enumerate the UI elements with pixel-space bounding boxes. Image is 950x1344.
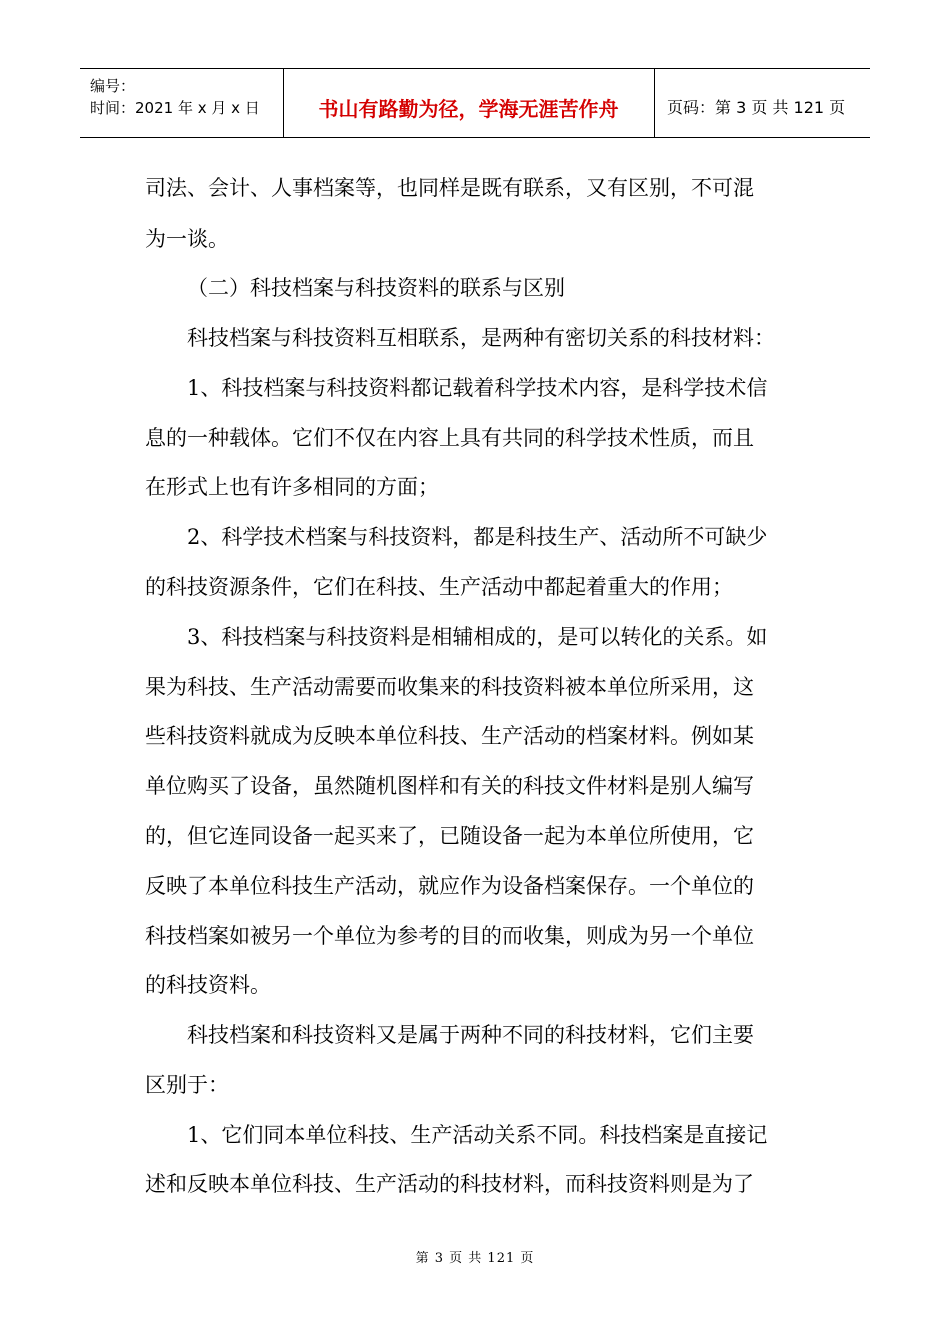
body-line: 科技档案和科技资料又是属于两种不同的科技材料，它们主要 bbox=[187, 1023, 754, 1047]
header-page-cell bbox=[655, 69, 870, 137]
body-line: 2、科学技术档案与科技资料，都是科技生产、活动所不可缺少 bbox=[187, 525, 768, 549]
body-line: 在形式上也有许多相同的方面； bbox=[145, 475, 439, 499]
document-number-label: 编号： bbox=[90, 77, 136, 95]
body-line: 科技档案如被另一个单位为参考的目的而收集，则成为另一个单位 bbox=[145, 924, 754, 948]
body-line: 的科技资源条件，它们在科技、生产活动中都起着重大的作用； bbox=[145, 575, 733, 599]
page-footer: 第 3 页 共 121 页 bbox=[415, 1251, 535, 1266]
body-line: 区别于： bbox=[145, 1073, 229, 1097]
body-line: 1、科技档案与科技资料都记载着科学技术内容，是科学技术信 bbox=[187, 376, 768, 400]
body-line: 些科技资料就成为反映本单位科技、生产活动的档案材料。例如某 bbox=[145, 724, 754, 748]
body-line: 为一谈。 bbox=[145, 227, 229, 251]
header-page-info: 页码：第 3 页 共 121 页 bbox=[667, 98, 846, 117]
body-line: 的科技资料。 bbox=[145, 973, 271, 997]
body-line: 果为科技、生产活动需要而收集来的科技资料被本单位所采用，这 bbox=[145, 675, 754, 699]
body-line: 单位购买了设备，虽然随机图样和有关的科技文件材料是别人编写 bbox=[145, 774, 754, 798]
body-line: 述和反映本单位科技、生产活动的科技材料，而科技资料则是为了 bbox=[145, 1172, 754, 1196]
body-line: 科技档案与科技资料互相联系，是两种有密切关系的科技材料： bbox=[187, 326, 775, 350]
header-motto: 书山有路勤为径，学海无涯苦作舟 bbox=[318, 97, 619, 121]
body-line: 反映了本单位科技生产活动，就应作为设备档案保存。一个单位的 bbox=[145, 874, 754, 898]
section-heading: （二）科技档案与科技资料的联系与区别 bbox=[187, 276, 565, 300]
page-header bbox=[80, 68, 870, 138]
body-line: 1、它们同本单位科技、生产活动关系不同。科技档案是直接记 bbox=[187, 1123, 768, 1147]
body-line: 3、科技档案与科技资料是相辅相成的，是可以转化的关系。如 bbox=[187, 625, 768, 649]
body-line: 息的一种载体。它们不仅在内容上具有共同的科学技术性质，而且 bbox=[145, 426, 754, 450]
header-motto-cell bbox=[283, 69, 655, 137]
header-meta-cell bbox=[80, 69, 284, 137]
body-line: 的，但它连同设备一起买来了，已随设备一起为本单位所使用，它 bbox=[145, 824, 754, 848]
body-line: 司法、会计、人事档案等，也同样是既有联系，又有区别，不可混 bbox=[145, 176, 754, 200]
document-date: 时间：2021 年 x 月 x 日 bbox=[90, 99, 260, 117]
